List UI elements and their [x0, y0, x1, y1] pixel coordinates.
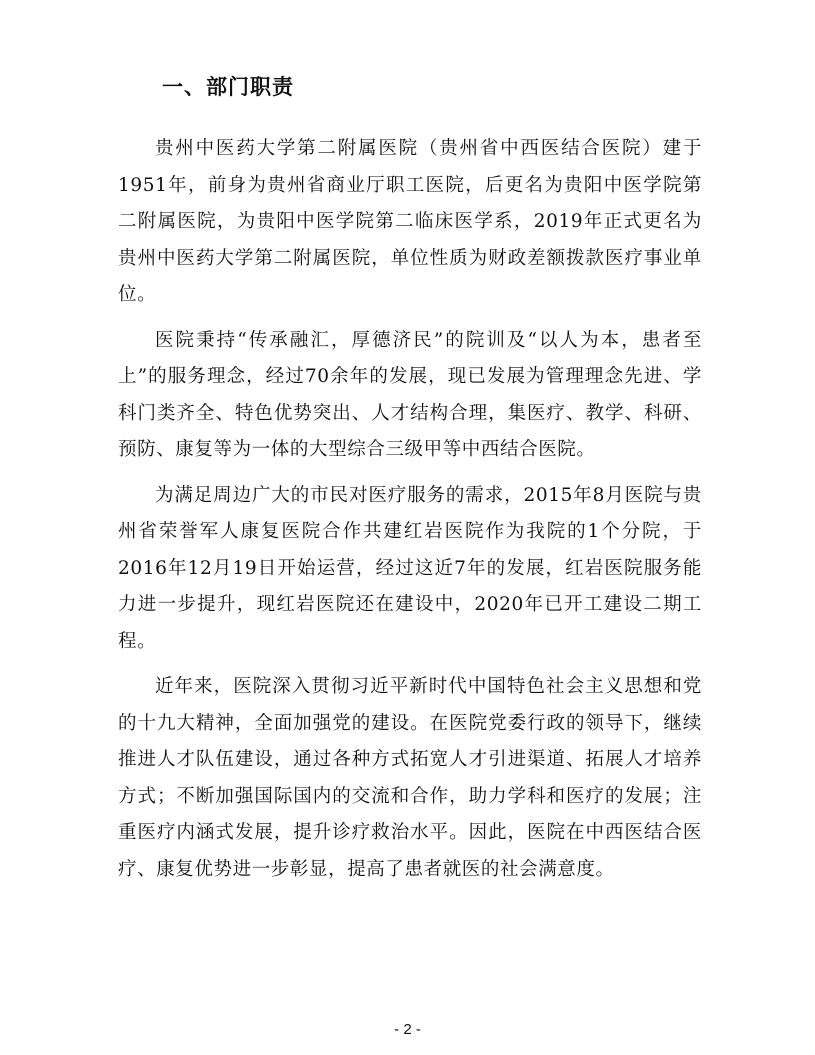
body-text: [118, 131, 702, 897]
paragraph-hospital-history: 贵州中医药大学第二附属医院（贵州省中西医结合医院）建于1951年，前身为贵州省商业厅职工医院，后更名为贵阳中医学院第二附属医院，为贵阳中医学院第二临床医学系，2019年正式更名为贵州中医药大学第二附属医院，单位性质为财政差额拨款医疗事业单位。: [118, 138, 702, 305]
paragraph-hospital-philosophy: 医院秉持“传承融汇，厚德济民”的院训及“以人为本，患者至上”的服务理念，经过70余年的发展，现已发展为管理理念先进、学科门类齐全、特色优势突出、人才结构合理，集医疗、教学、科研、预防、康复等为一体的大型综合三级甲等中西结合医院。: [118, 329, 702, 460]
section-heading: 一、部门职责: [162, 75, 294, 99]
paragraph-recent-development: 近年来，医院深入贯彻习近平新时代中国特色社会主义思想和党的十九大精神，全面加强党的建设。在医院党委行政的领导下，继续推进人才队伍建设，通过各种方式拓宽人才引进渠道、拓展人才培养方式；不断加强国际国内的交流和合作，助力学科和医疗的发展；注重医疗内涵式发展，提升诊疗救治水平。因此，医院在中西医结合医疗、康复优势进一步彰显，提高了患者就医的社会满意度。: [118, 676, 702, 880]
page-number: - 2 -: [394, 1021, 421, 1038]
paragraph-hongyan-branch: 为满足周边广大的市民对医疗服务的需求，2015年8月医院与贵州省荣誉军人康复医院合作共建红岩医院作为我院的1个分院，于2016年12月19日开始运营，经过这近7年的发展，红岩医院服务能力进一步提升，现红岩医院还在建设中，2020年已开工建设二期工程。: [118, 484, 702, 652]
